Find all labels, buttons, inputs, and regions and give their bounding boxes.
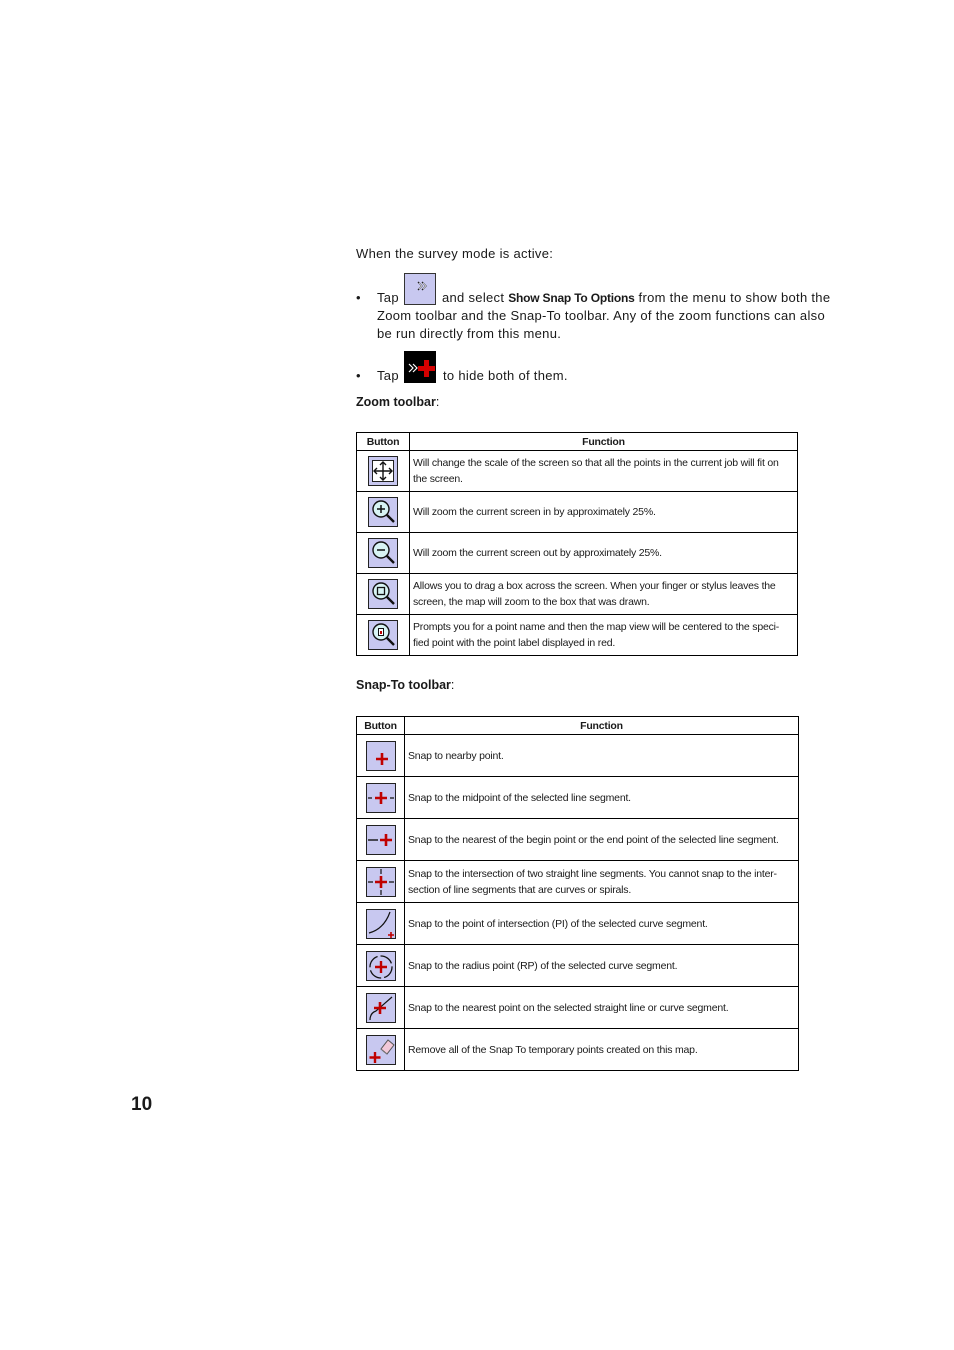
table-row <box>357 861 799 903</box>
zoom-heading-label: Zoom toolbar <box>356 395 436 409</box>
function-description: Snap to the nearest of the begin point or the end point of the selected line segment. <box>405 819 799 861</box>
table-row <box>357 492 798 533</box>
zoom-toolbar-heading <box>356 395 439 409</box>
table-row <box>357 574 798 615</box>
snap-intersection-icon[interactable] <box>366 867 396 897</box>
bullet-text-tail: to hide both of them. <box>443 368 568 383</box>
function-description: Will change the scale of the screen so that all the points in the current job will fit on the screen. <box>410 451 798 492</box>
function-description: Allows you to drag a box across the screen. When your finger or stylus leaves the screen, the map will zoom to the box that was drawn. <box>410 574 798 615</box>
snap-nearest-icon[interactable] <box>366 993 396 1023</box>
function-description: Snap to the intersection of two straight line segments. You cannot snap to the inter-section of line segments that are curves or spirals. <box>405 861 799 903</box>
bullet-text-rest: Zoom toolbar and the Snap-To toolbar. Any of the zoom functions can also be run directly from this menu. <box>377 308 825 341</box>
double-chevron-icon[interactable] <box>404 273 436 310</box>
function-description: Prompts you for a point name and then the map view will be centered to the speci-fied point with the point label displayed in red. <box>410 615 798 656</box>
function-description: Snap to the nearest point on the selected straight line or curve segment. <box>405 987 799 1029</box>
table-row <box>357 987 799 1029</box>
table-row <box>357 945 799 987</box>
column-header-button: Button <box>357 433 410 451</box>
function-description: Remove all of the Snap To temporary points created on this map. <box>405 1029 799 1071</box>
bullet-text-tap: Tap <box>377 368 399 383</box>
snap-remove-icon[interactable] <box>366 1035 396 1065</box>
snap-toolbar-table <box>356 716 799 1071</box>
bullet-dot: • <box>356 368 361 383</box>
snap-midpoint-icon[interactable] <box>366 783 396 813</box>
bullet-text <box>442 289 830 307</box>
table-row <box>357 451 798 492</box>
function-description: Snap to nearby point. <box>405 735 799 777</box>
table-row <box>357 777 799 819</box>
snap-toolbar-heading <box>356 678 454 692</box>
table-row <box>357 615 798 656</box>
snap-heading-label: Snap-To toolbar <box>356 678 451 692</box>
snap-pi-icon[interactable] <box>366 909 396 939</box>
bullet-text-tap: Tap <box>377 290 399 305</box>
table-row <box>357 819 799 861</box>
column-header-button: Button <box>357 717 405 735</box>
page-number: 10 <box>131 1094 153 1115</box>
snap-rp-icon[interactable] <box>366 951 396 981</box>
table-header <box>357 717 799 735</box>
intro-text: When the survey mode is active: <box>356 246 554 261</box>
function-description: Snap to the point of intersection (PI) of the selected curve segment. <box>405 903 799 945</box>
bullet-line-tail: from the menu to show both the <box>638 290 831 305</box>
menu-option-name: Show Snap To Options <box>508 291 635 305</box>
snap-point-icon[interactable] <box>366 741 396 771</box>
heading-colon: : <box>435 395 440 409</box>
zoom-extents-icon[interactable] <box>368 456 398 486</box>
table-row <box>357 1029 799 1071</box>
zoom-point-icon[interactable] <box>368 620 398 650</box>
table-row <box>357 903 799 945</box>
snap-endpoint-icon[interactable] <box>366 825 396 855</box>
column-header-function: Function <box>405 717 799 735</box>
and-select-text: and select <box>442 290 505 305</box>
bullet-show-snap <box>356 273 842 345</box>
zoom-window-icon[interactable] <box>368 579 398 609</box>
table-row <box>357 533 798 574</box>
hide-snap-icon[interactable] <box>404 351 436 388</box>
bullet-dot: • <box>356 290 361 305</box>
table-header <box>357 433 798 451</box>
table-row <box>357 735 799 777</box>
zoom-in-icon[interactable] <box>368 497 398 527</box>
zoom-toolbar-table <box>356 432 798 656</box>
bullet-hide-snap <box>356 351 656 387</box>
function-description: Will zoom the current screen in by approximately 25%. <box>410 492 798 533</box>
zoom-out-icon[interactable] <box>368 538 398 568</box>
function-description: Snap to the midpoint of the selected line segment. <box>405 777 799 819</box>
column-header-function: Function <box>410 433 798 451</box>
function-description: Snap to the radius point (RP) of the selected curve segment. <box>405 945 799 987</box>
function-description: Will zoom the current screen out by approximately 25%. <box>410 533 798 574</box>
heading-colon: : <box>450 678 455 692</box>
